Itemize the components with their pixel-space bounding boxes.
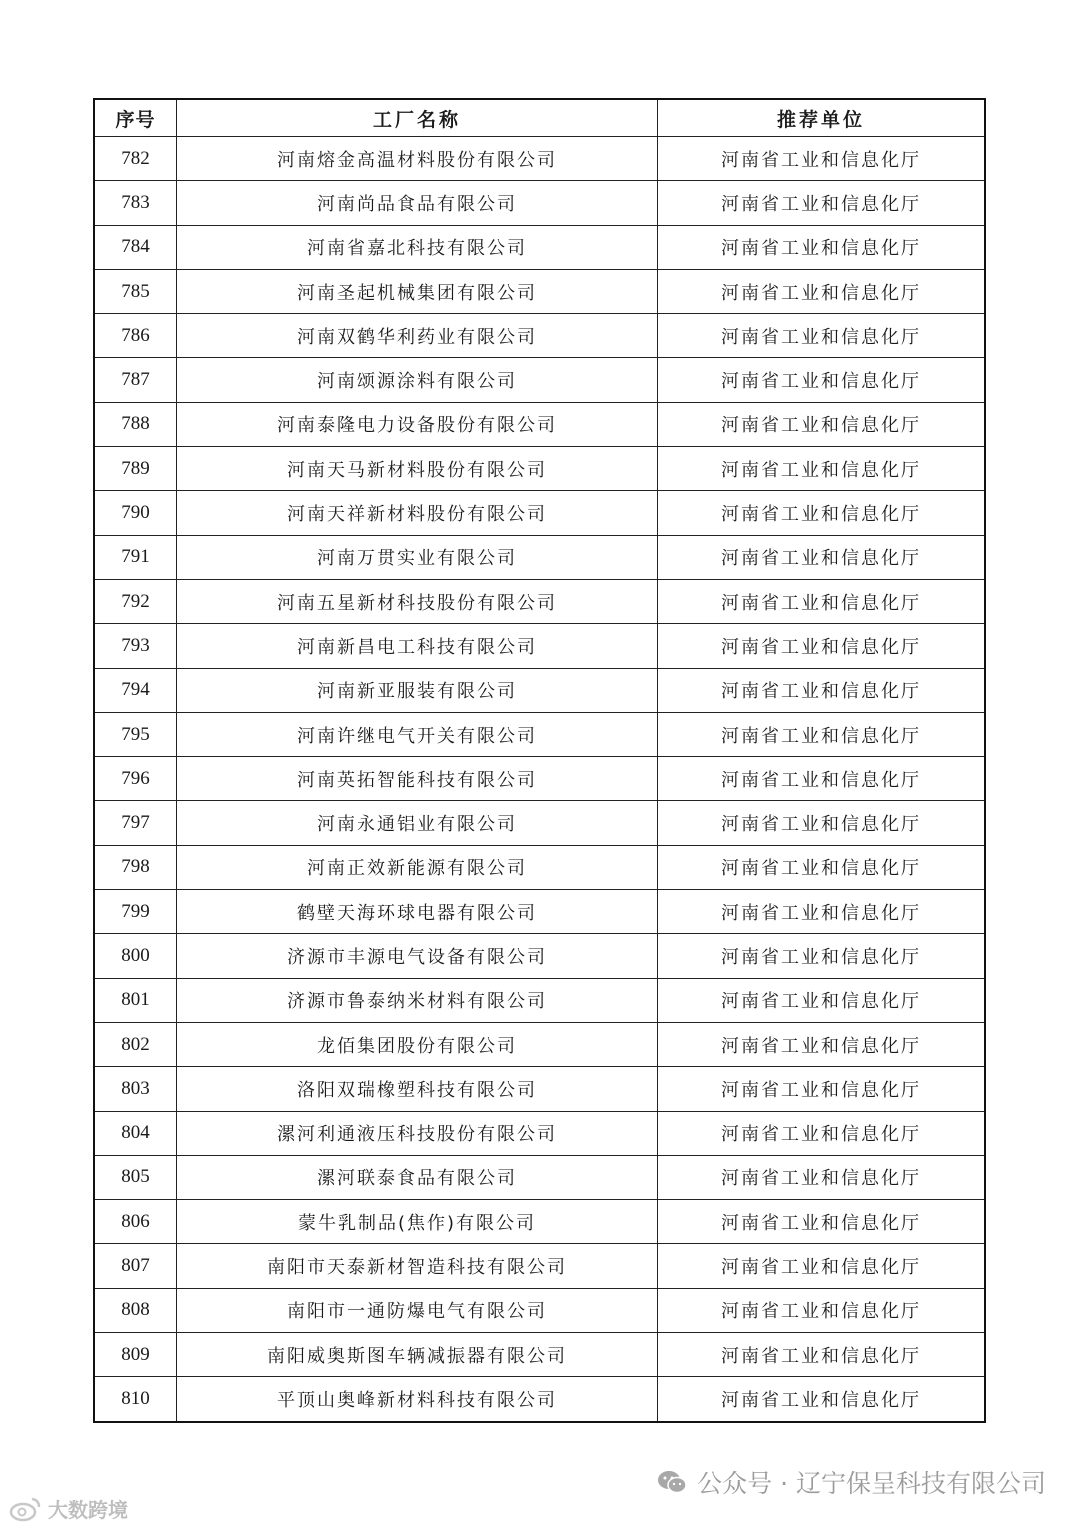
- weibo-logo-icon: [8, 1496, 42, 1522]
- row-factory-name: 南阳市一通防爆电气有限公司: [177, 1289, 658, 1332]
- row-index: 785: [95, 270, 177, 313]
- row-recommender: 河南省工业和信息化厅: [721, 548, 921, 570]
- table-row: [95, 712, 984, 756]
- row-factory-name: 蒙牛乳制品(焦作)有限公司: [177, 1200, 658, 1243]
- table-row: [95, 1022, 984, 1066]
- table-row: [95, 313, 984, 357]
- header-index: 序号: [95, 100, 177, 136]
- row-index: 786: [95, 314, 177, 357]
- row-index: 783: [95, 181, 177, 224]
- table-row: [95, 1376, 984, 1420]
- row-index: 808: [95, 1289, 177, 1332]
- row-recommender: 河南省工业和信息化厅: [721, 1212, 921, 1234]
- row-recommender: 河南省工业和信息化厅: [721, 415, 921, 437]
- table-row: [95, 800, 984, 844]
- row-index: 794: [95, 669, 177, 712]
- row-factory-name: 河南万贯实业有限公司: [177, 536, 658, 579]
- table-row: [95, 535, 984, 579]
- row-factory-name: 河南熔金高温材料股份有限公司: [177, 137, 658, 180]
- row-index: 802: [95, 1023, 177, 1066]
- row-factory-name: 河南尚品食品有限公司: [177, 181, 658, 224]
- row-recommender: 河南省工业和信息化厅: [721, 1257, 921, 1279]
- row-index: 810: [95, 1377, 177, 1420]
- watermark-right: [657, 1464, 1046, 1500]
- row-index: 789: [95, 447, 177, 490]
- row-factory-name: 洛阳双瑞橡塑科技有限公司: [177, 1067, 658, 1110]
- table-row: [95, 933, 984, 977]
- row-index: 800: [95, 934, 177, 977]
- row-index: 804: [95, 1112, 177, 1155]
- row-factory-name: 河南省嘉北科技有限公司: [177, 226, 658, 269]
- row-factory-name: 河南永通铝业有限公司: [177, 801, 658, 844]
- row-index: 805: [95, 1156, 177, 1199]
- table-row: [95, 623, 984, 667]
- table-row: [95, 180, 984, 224]
- row-index: 798: [95, 846, 177, 889]
- row-recommender: 河南省工业和信息化厅: [721, 1035, 921, 1057]
- row-index: 782: [95, 137, 177, 180]
- header-recommender: 推荐单位: [776, 108, 865, 131]
- row-recommender: 河南省工业和信息化厅: [721, 326, 921, 348]
- row-index: 793: [95, 624, 177, 667]
- row-factory-name: 济源市丰源电气设备有限公司: [177, 934, 658, 977]
- table-row: [95, 978, 984, 1022]
- row-index: 803: [95, 1067, 177, 1110]
- row-index: 797: [95, 801, 177, 844]
- table-row: [95, 1288, 984, 1332]
- row-recommender: 河南省工业和信息化厅: [721, 636, 921, 658]
- row-recommender: 河南省工业和信息化厅: [721, 946, 921, 968]
- table-row: [95, 446, 984, 490]
- row-index: 792: [95, 580, 177, 623]
- row-factory-name: 河南新亚服装有限公司: [177, 669, 658, 712]
- row-recommender: 河南省工业和信息化厅: [721, 1124, 921, 1146]
- table-row: [95, 1243, 984, 1287]
- row-recommender: 河南省工业和信息化厅: [721, 1079, 921, 1101]
- row-factory-name: 河南双鹤华利药业有限公司: [177, 314, 658, 357]
- row-factory-name: 河南新昌电工科技有限公司: [177, 624, 658, 667]
- row-recommender: 河南省工业和信息化厅: [721, 371, 921, 393]
- row-recommender: 河南省工业和信息化厅: [721, 592, 921, 614]
- row-index: 784: [95, 226, 177, 269]
- row-recommender: 河南省工业和信息化厅: [721, 1301, 921, 1323]
- row-factory-name: 河南英拓智能科技有限公司: [177, 757, 658, 800]
- row-recommender: 河南省工业和信息化厅: [721, 681, 921, 703]
- table-row: [95, 1199, 984, 1243]
- row-recommender: 河南省工业和信息化厅: [721, 238, 921, 260]
- row-index: 807: [95, 1244, 177, 1287]
- factory-table: [93, 98, 986, 1423]
- table-row: [95, 402, 984, 446]
- row-factory-name: 漯河利通液压科技股份有限公司: [177, 1112, 658, 1155]
- row-recommender: 河南省工业和信息化厅: [721, 1345, 921, 1367]
- row-recommender: 河南省工业和信息化厅: [721, 814, 921, 836]
- row-factory-name: 河南泰隆电力设备股份有限公司: [177, 403, 658, 446]
- row-factory-name: 河南天马新材料股份有限公司: [177, 447, 658, 490]
- row-factory-name: 龙佰集团股份有限公司: [177, 1023, 658, 1066]
- table-row: [95, 1066, 984, 1110]
- row-factory-name: 南阳市天泰新材智造科技有限公司: [177, 1244, 658, 1287]
- row-factory-name: 河南天祥新材料股份有限公司: [177, 491, 658, 534]
- table-row: [95, 1332, 984, 1376]
- table-row: [95, 357, 984, 401]
- wechat-icon: [657, 1469, 687, 1495]
- row-factory-name: 河南许继电气开关有限公司: [177, 713, 658, 756]
- table-row: [95, 579, 984, 623]
- watermark-left: [8, 1494, 128, 1523]
- watermark-right-text: 公众号 · 辽宁保呈科技有限公司: [697, 1469, 1046, 1498]
- table-row: [95, 889, 984, 933]
- table-row: [95, 269, 984, 313]
- row-recommender: 河南省工业和信息化厅: [721, 193, 921, 215]
- row-factory-name: 南阳威奥斯图车辆减振器有限公司: [177, 1333, 658, 1376]
- row-recommender: 河南省工业和信息化厅: [721, 282, 921, 304]
- row-recommender: 河南省工业和信息化厅: [721, 1389, 921, 1411]
- table-row: [95, 1111, 984, 1155]
- row-recommender: 河南省工业和信息化厅: [721, 858, 921, 880]
- row-factory-name: 河南五星新材科技股份有限公司: [177, 580, 658, 623]
- row-recommender: 河南省工业和信息化厅: [721, 725, 921, 747]
- table-row: [95, 668, 984, 712]
- row-factory-name: 河南正效新能源有限公司: [177, 846, 658, 889]
- table-row: [95, 1155, 984, 1199]
- row-factory-name: 漯河联泰食品有限公司: [177, 1156, 658, 1199]
- table-body: [95, 136, 984, 1421]
- header-factory-name: 工厂名称: [177, 100, 658, 136]
- row-index: 799: [95, 890, 177, 933]
- row-index: 791: [95, 536, 177, 579]
- table-row: [95, 136, 984, 180]
- row-index: 795: [95, 713, 177, 756]
- table-header-row: [95, 100, 984, 136]
- row-recommender: 河南省工业和信息化厅: [721, 504, 921, 526]
- row-recommender: 河南省工业和信息化厅: [721, 769, 921, 791]
- row-index: 801: [95, 979, 177, 1022]
- row-index: 788: [95, 403, 177, 446]
- watermark-left-text: 大数跨境: [48, 1498, 128, 1522]
- row-recommender: 河南省工业和信息化厅: [721, 1168, 921, 1190]
- row-index: 796: [95, 757, 177, 800]
- row-factory-name: 平顶山奥峰新材料科技有限公司: [177, 1377, 658, 1420]
- row-index: 809: [95, 1333, 177, 1376]
- row-factory-name: 济源市鲁泰纳米材料有限公司: [177, 979, 658, 1022]
- row-factory-name: 河南颂源涂料有限公司: [177, 358, 658, 401]
- row-index: 787: [95, 358, 177, 401]
- row-index: 806: [95, 1200, 177, 1243]
- table-row: [95, 845, 984, 889]
- row-recommender: 河南省工业和信息化厅: [721, 902, 921, 924]
- row-recommender: 河南省工业和信息化厅: [721, 991, 921, 1013]
- row-index: 790: [95, 491, 177, 534]
- row-recommender: 河南省工业和信息化厅: [721, 149, 921, 171]
- table-row: [95, 756, 984, 800]
- row-factory-name: 河南圣起机械集团有限公司: [177, 270, 658, 313]
- row-factory-name: 鹤壁天海环球电器有限公司: [177, 890, 658, 933]
- table-row: [95, 225, 984, 269]
- row-recommender: 河南省工业和信息化厅: [721, 459, 921, 481]
- table-row: [95, 490, 984, 534]
